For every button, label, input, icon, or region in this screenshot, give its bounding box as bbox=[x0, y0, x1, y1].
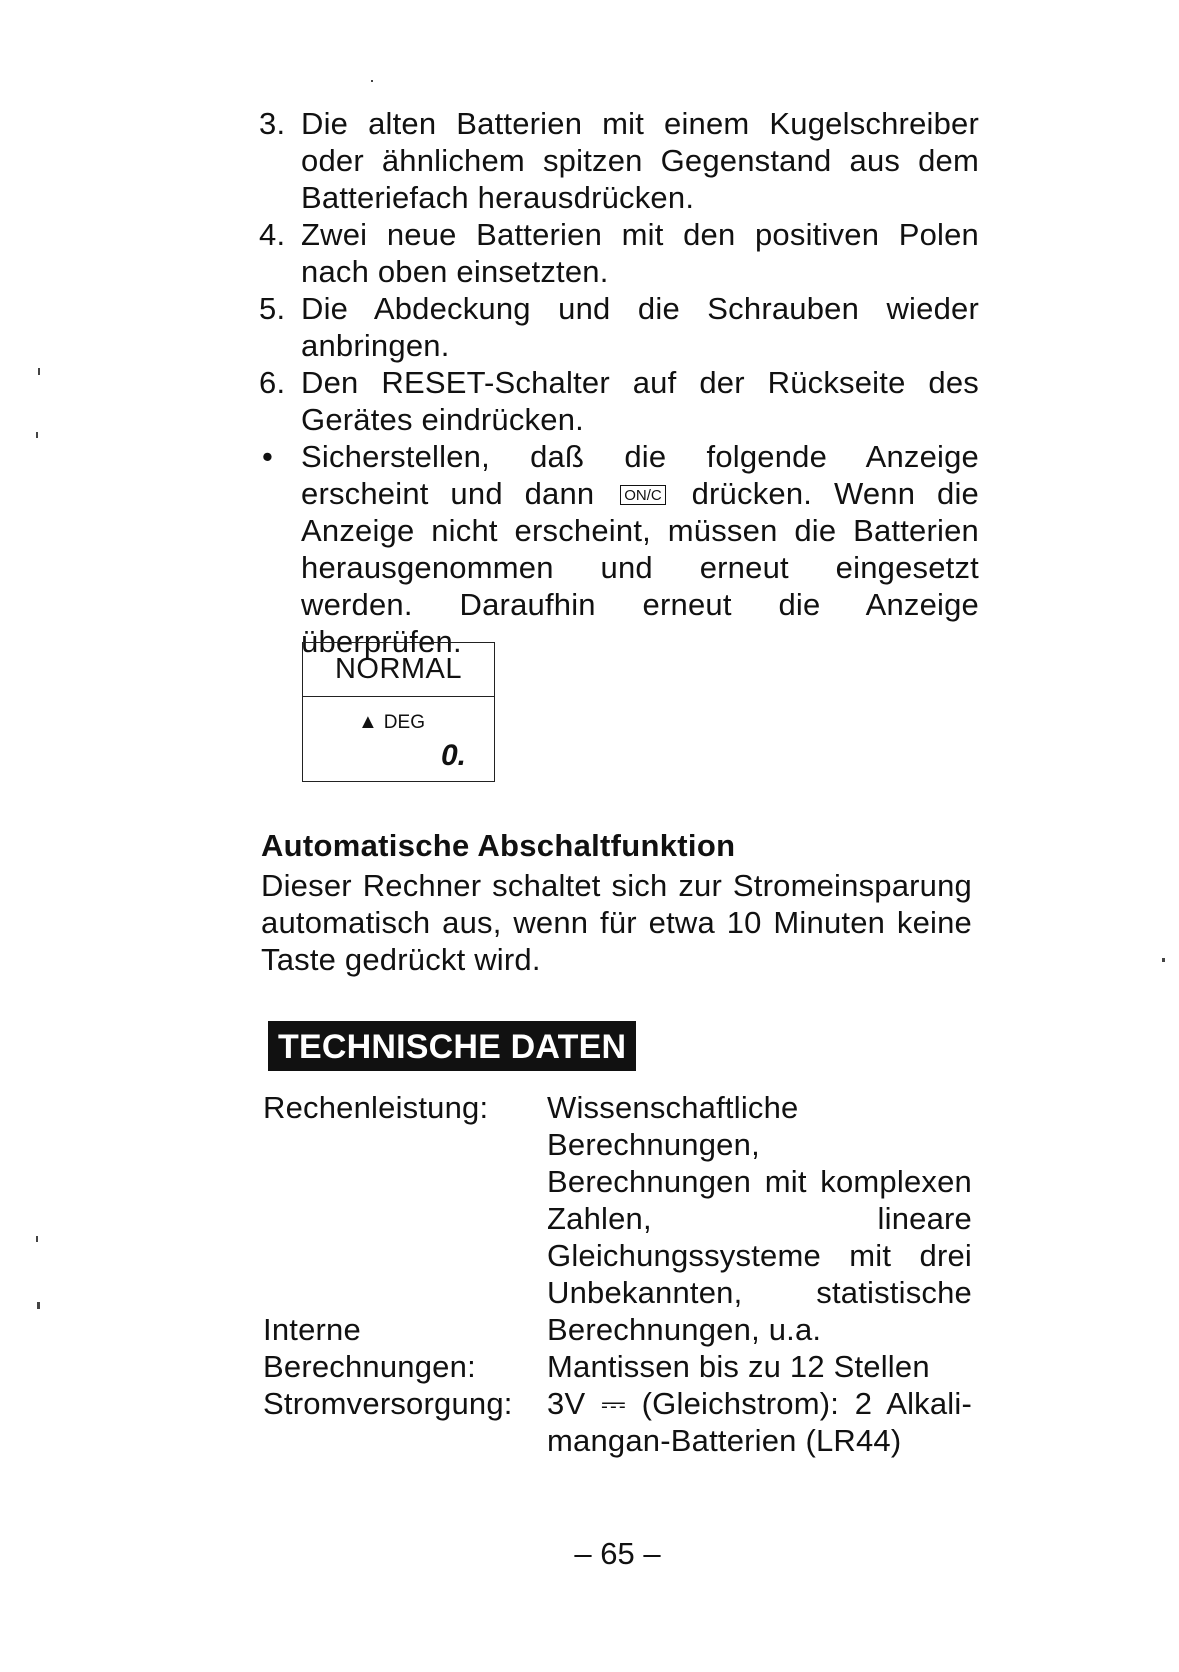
spec-label bbox=[263, 1311, 523, 1385]
triangle-indicator-icon: ▲ bbox=[358, 711, 378, 733]
bullet-marker: • bbox=[262, 439, 274, 474]
step-item bbox=[259, 364, 979, 438]
spec-value: Wissenschaftliche Berechnungen, Berechnungen mit komplexen Zahlen, lineare Gleichungssysteme mit drei Unbekannten, statistische Berechnungen, u.a. bbox=[547, 1090, 972, 1347]
step-number: 5. bbox=[259, 291, 286, 326]
technical-data-banner: TECHNISCHE DATEN bbox=[268, 1021, 636, 1071]
bullet-text bbox=[301, 438, 979, 660]
page-number: – 65 – bbox=[574, 1536, 661, 1571]
spec-label: Rechenleistung: bbox=[263, 1090, 489, 1125]
step-text: Die Abdeckung und die Schrauben wieder anbringen. bbox=[301, 291, 979, 363]
step-number: 3. bbox=[259, 106, 286, 141]
scan-speck bbox=[37, 1302, 40, 1309]
bullet-text-before: Sicherstellen, daß die folgende Anzeige erscheint und dann bbox=[301, 439, 979, 511]
scan-speck bbox=[36, 1236, 38, 1242]
bullet-item bbox=[259, 438, 979, 660]
spec-label: Stromversorgung: bbox=[263, 1386, 513, 1421]
step-item bbox=[259, 290, 979, 364]
deg-indicator: DEG bbox=[383, 712, 425, 733]
scan-speck bbox=[371, 80, 373, 82]
display-indicator bbox=[358, 711, 425, 734]
scan-speck bbox=[1162, 958, 1165, 962]
auto-off-heading: Automatische Abschaltfunktion bbox=[261, 828, 736, 863]
step-number: 6. bbox=[259, 365, 286, 400]
spec-label-line: Interne bbox=[263, 1312, 361, 1347]
step-item bbox=[259, 105, 979, 216]
auto-off-text: Dieser Rechner schaltet sich zur Stromeinsparung automatisch aus, wenn für etwa 10 Minuten keine Taste gedrückt wird. bbox=[261, 868, 972, 977]
spec-value: Mantissen bis zu 12 Stellen bbox=[547, 1349, 930, 1384]
scan-speck bbox=[38, 368, 40, 375]
scan-speck bbox=[36, 432, 38, 438]
step-item bbox=[259, 216, 979, 290]
spec-label-line: Berechnungen: bbox=[263, 1349, 476, 1384]
step-text: Den RESET-Schalter auf der Rückseite des Gerätes eindrücken. bbox=[301, 365, 979, 437]
bullet-text-after: drücken. Wenn die Anzeige nicht erscheint, müssen die Batterien herausgenommen und erneut eingesetzt werden. Daraufhin erneut die Anzeige überprüfen. bbox=[301, 476, 979, 659]
spec-value: 3V ⎓ (Gleichstrom): 2 Alkali-mangan-Batterien (LR44) bbox=[547, 1386, 972, 1458]
on-c-key-icon: ON/C bbox=[620, 485, 666, 505]
step-text: Zwei neue Batterien mit den positiven Polen nach oben einsetzten. bbox=[301, 217, 979, 289]
step-text: Die alten Batterien mit einem Kugelschreiber oder ähnlichem spitzen Gegenstand aus dem Batteriefach herausdrücken. bbox=[301, 106, 979, 215]
display-value: 0. bbox=[440, 739, 466, 772]
calculator-display bbox=[302, 642, 495, 782]
step-number: 4. bbox=[259, 217, 286, 252]
display-mode-label: NORMAL bbox=[303, 643, 494, 697]
